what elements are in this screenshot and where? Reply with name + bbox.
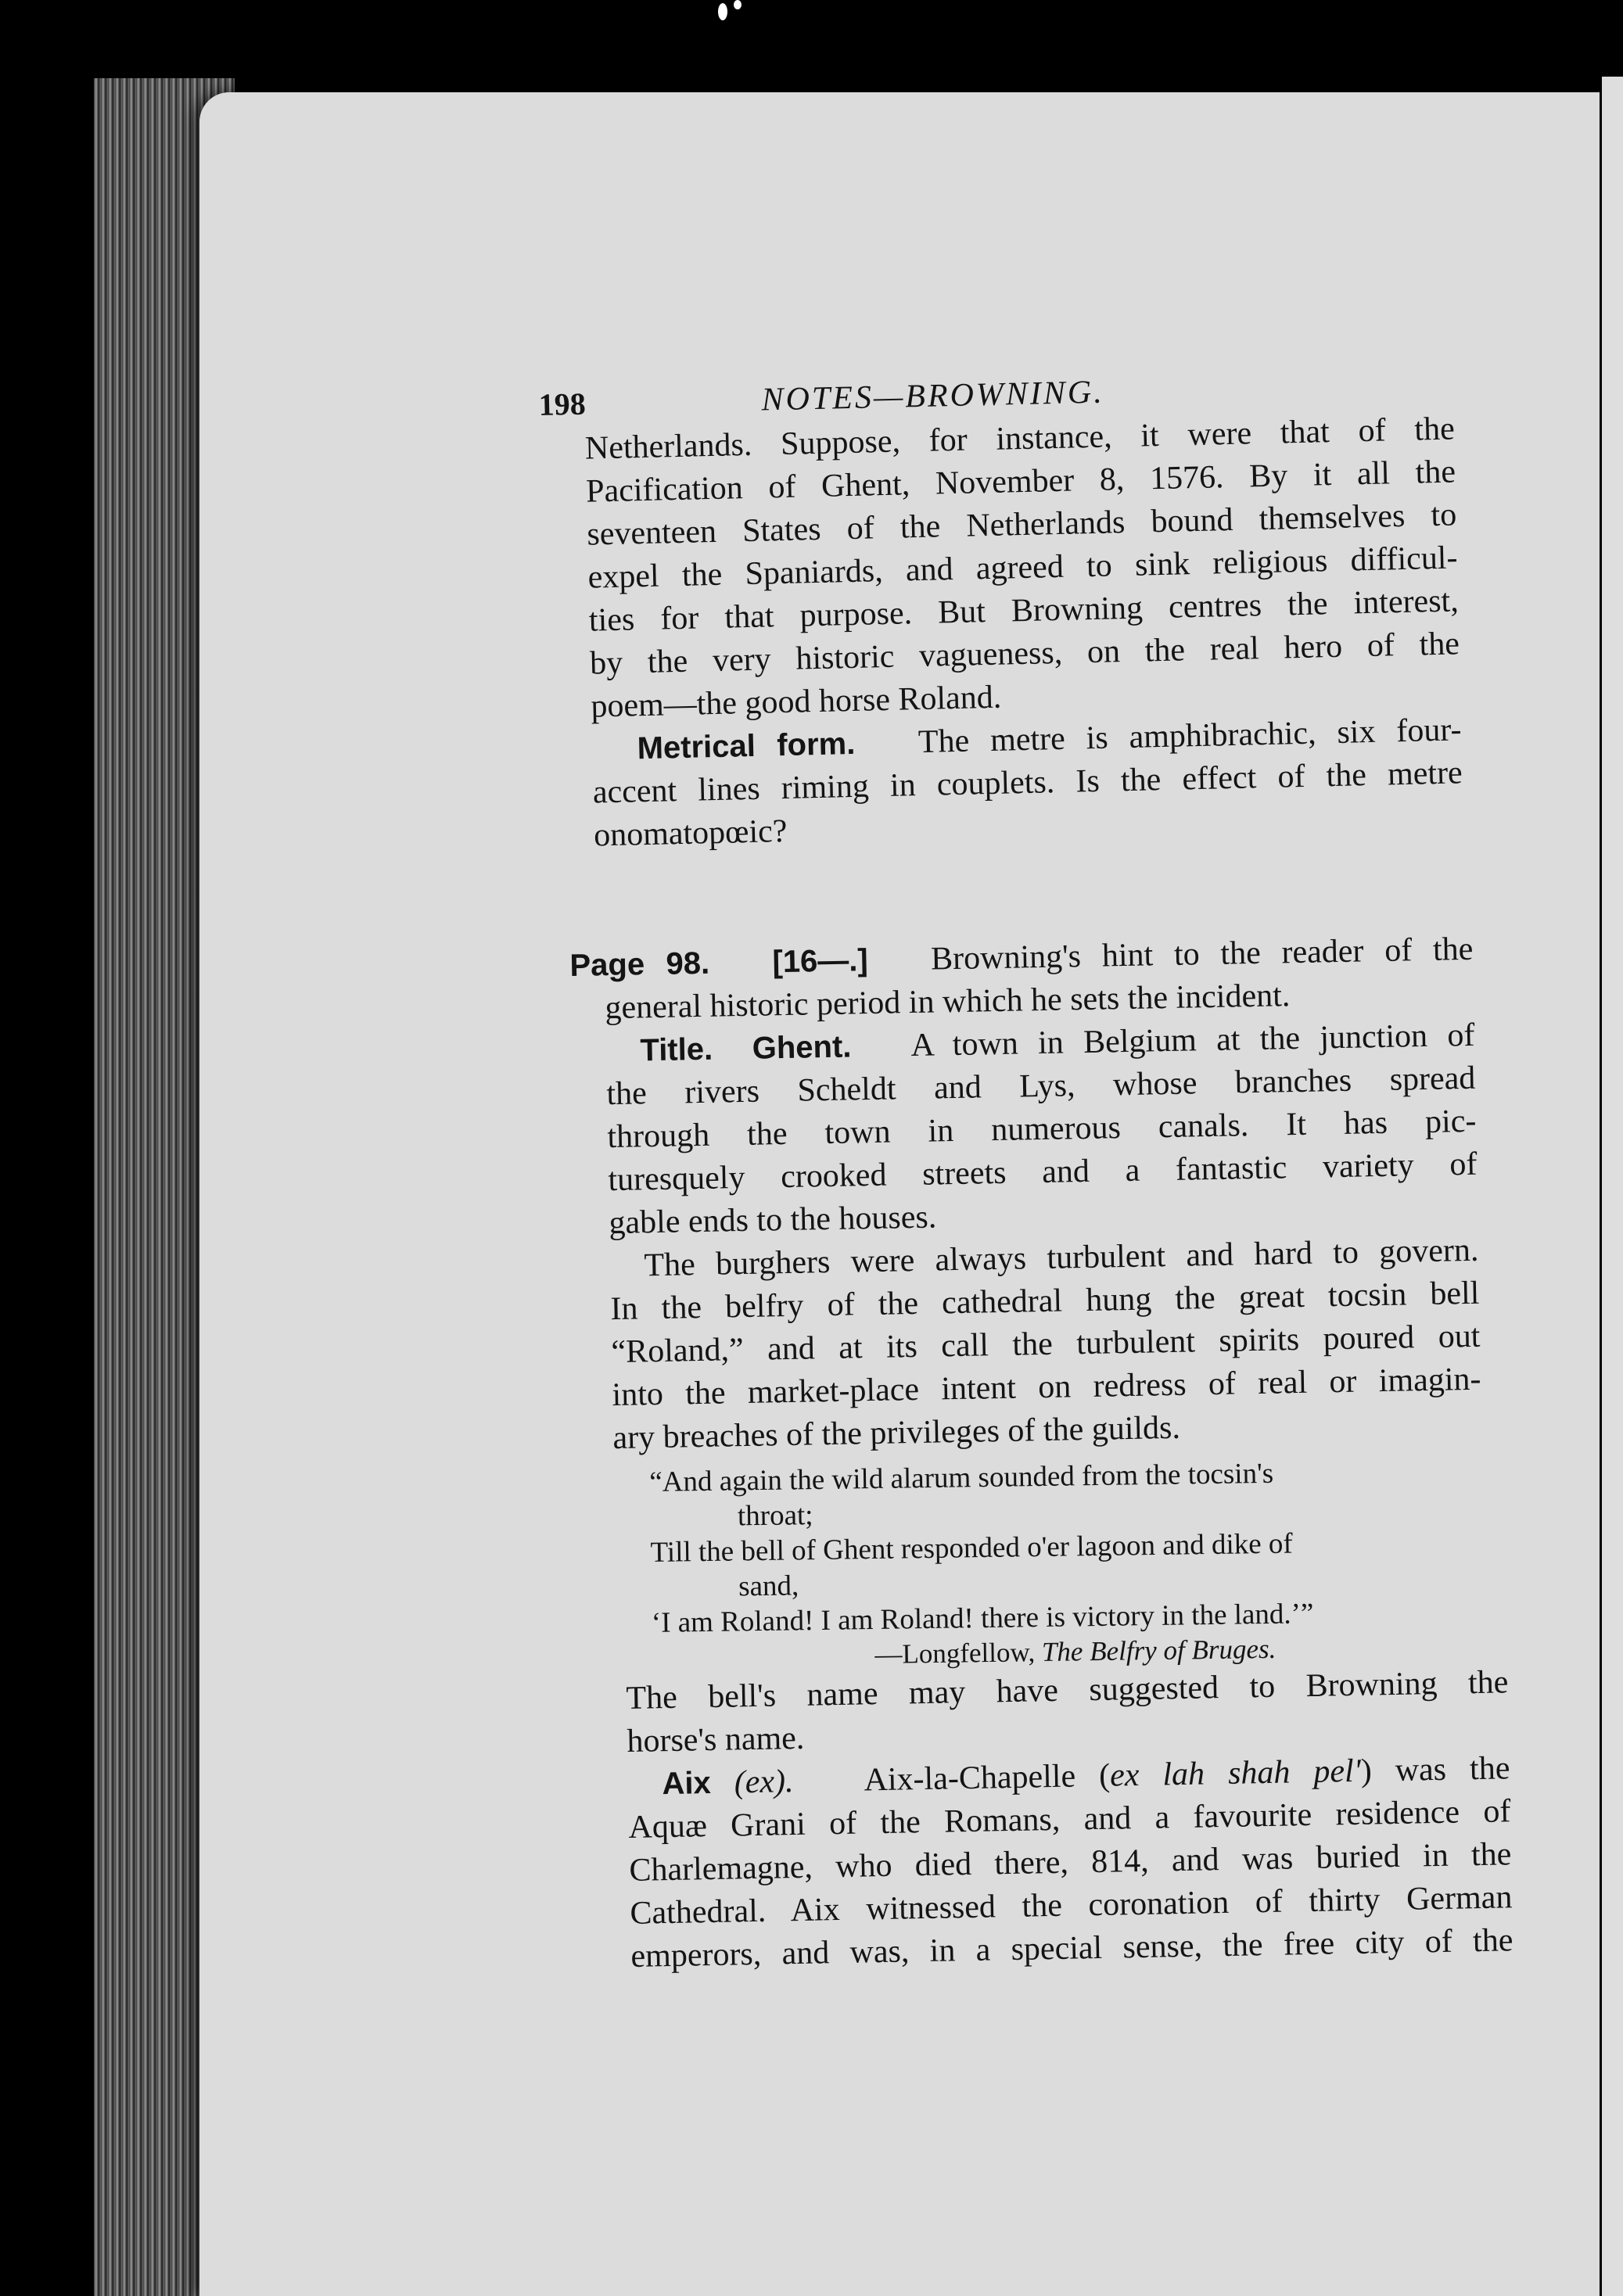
text-line: Aquæ Grani of the Romans, and a favourite residence of xyxy=(628,1793,1511,1846)
text-span: The metre is amphibrachic, six four- xyxy=(917,712,1462,761)
text-line: emperors, and was, in a special sense, the free city of the xyxy=(630,1922,1513,1975)
middle-text-block xyxy=(569,928,1482,1461)
text-line: gable ends to the houses. xyxy=(609,1199,937,1242)
text-line: onomatopœic? xyxy=(593,813,788,854)
text-line: by the very historic vagueness, on the real hero of the xyxy=(589,626,1460,682)
text-line: The burghers were always turbulent and hard to govern. xyxy=(644,1232,1479,1284)
text-line: into the market-place intent on redress of real or imagin- xyxy=(612,1361,1481,1414)
text-line: Charlemagne, who died there, 814, and was buried in the xyxy=(629,1836,1512,1889)
text-line: through the town in numerous canals. It has pic- xyxy=(607,1103,1477,1156)
text-line: ary breaches of the privileges of the guilds. xyxy=(612,1409,1181,1457)
text-line: poem—the good horse Roland. xyxy=(590,679,1002,725)
text-line: the rivers Scheldt and Lys, whose branches spread xyxy=(606,1060,1476,1113)
para-netherlands xyxy=(539,407,1463,858)
quote-line: “And again the wild alarum sounded from the tocsin's xyxy=(649,1457,1274,1498)
upper-text-block xyxy=(538,361,1464,858)
text-line: ties for that purpose. But Browning centres the interest, xyxy=(588,583,1460,639)
quote-line: ‘I am Roland! I am Roland! there is victory in the land.’” xyxy=(651,1598,1314,1639)
text-line: general historic period in which he sets the incident. xyxy=(605,978,1291,1027)
text-line: turesquely crooked streets and a fantastic variety of xyxy=(608,1146,1478,1199)
text-line: seventeen States of the Netherlands bound themselves to xyxy=(586,497,1457,553)
line-reference: [16—.] xyxy=(772,943,869,980)
text-line: accent lines riming in couplets. Is the effect of the metre xyxy=(592,755,1463,811)
text-line: Cathedral. Aix witnessed the coronation of thirty German xyxy=(630,1879,1513,1932)
running-title: NOTES—BROWNING. xyxy=(761,374,1105,418)
text-line: Pacification of Ghent, November 8, 1576. By it all the xyxy=(585,454,1456,510)
title-label: Title. xyxy=(640,1031,713,1068)
attribution-title: The Belfry of Bruges. xyxy=(1041,1633,1276,1668)
text-line: “Roland,” and at its call the turbulent spirits poured out xyxy=(611,1318,1481,1371)
text-line: expel the Spaniards, and agreed to sink religious difficul- xyxy=(587,540,1458,596)
text-span: Browning's hint to the reader of the xyxy=(930,931,1474,978)
pronunciation: ex lah shah pel' xyxy=(1109,1752,1362,1794)
aix-label: Aix xyxy=(662,1766,712,1802)
text-line: The bell's name may have suggested to Browning the xyxy=(626,1664,1509,1717)
ghent-label: Ghent. xyxy=(752,1029,852,1066)
text-span: ) was the xyxy=(1360,1750,1510,1789)
entries xyxy=(570,971,1482,1461)
quote-line: throat; xyxy=(737,1499,813,1533)
text-span: A town in Belgium at the junction of xyxy=(910,1017,1475,1064)
lower-text-block xyxy=(626,1661,1513,1979)
text-line: horse's name. xyxy=(627,1720,805,1760)
page98-label: Page 98. xyxy=(569,945,710,983)
page-number: 198 xyxy=(538,386,587,422)
text-line: In the belfry of the cathedral hung the great tocsin bell xyxy=(610,1275,1480,1328)
longfellow-quote xyxy=(649,1452,1474,1674)
metrical-form-label: Metrical form. xyxy=(637,726,856,766)
attribution-author: —Longfellow, xyxy=(874,1637,1036,1670)
text-span: Aix-la-Chapelle ( xyxy=(864,1757,1111,1799)
pronunciation: (ex). xyxy=(734,1763,794,1801)
quote-line: Till the bell of Ghent responded o'er lagoon and dike of xyxy=(650,1527,1293,1569)
text-line: Netherlands. Suppose, for instance, it were that of the xyxy=(584,411,1456,467)
quote-line: sand, xyxy=(738,1570,799,1603)
